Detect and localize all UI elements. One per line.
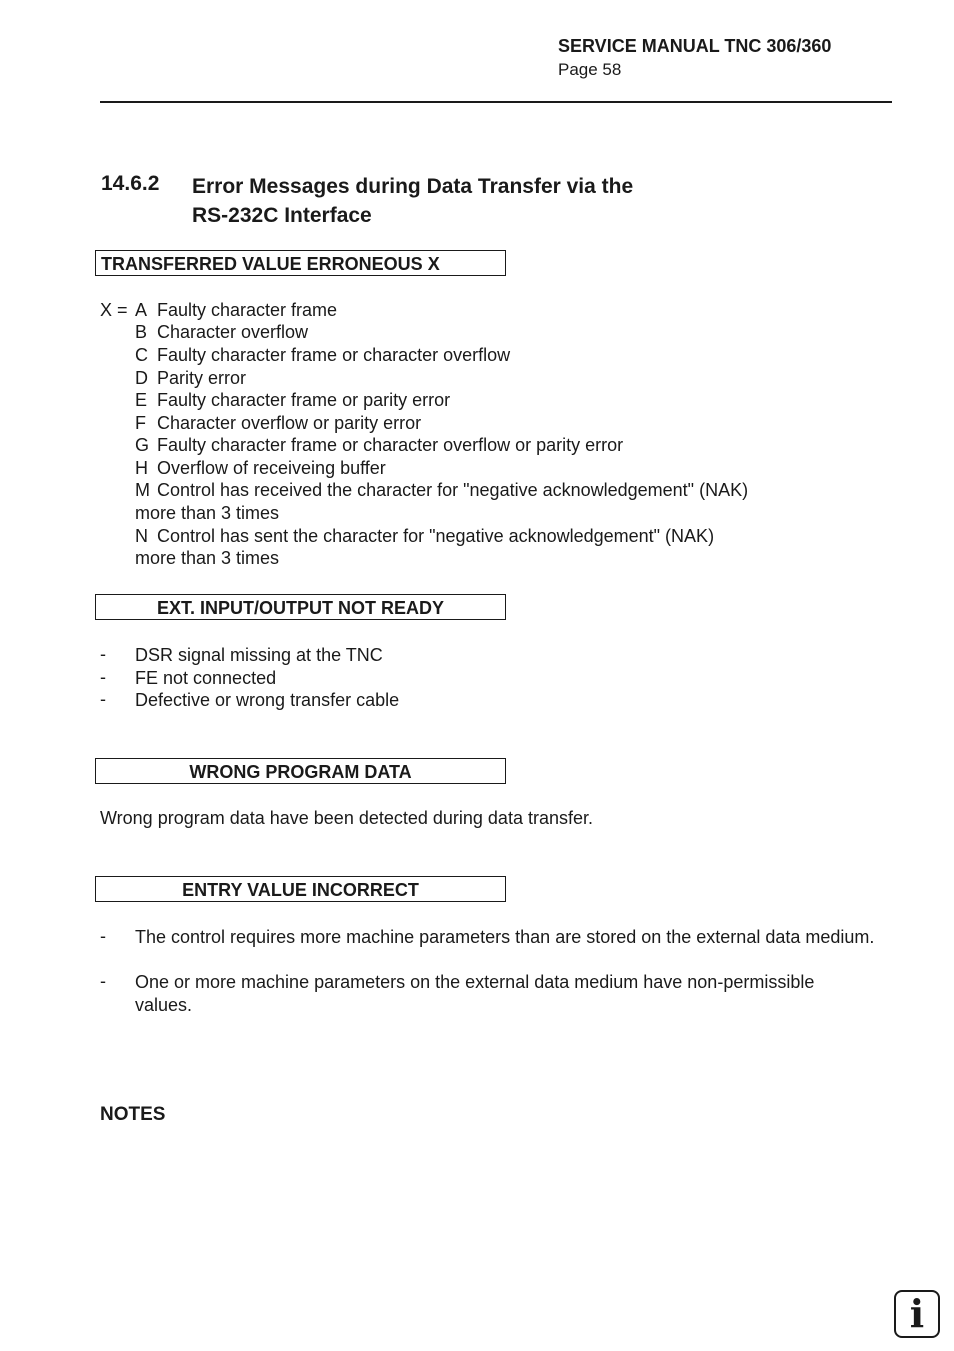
bullet-dash: -: [100, 667, 106, 687]
code-description: Faulty character frame or character overflow or parity error: [157, 435, 624, 455]
code-letter: B: [135, 322, 148, 342]
code-prefix: X =: [100, 300, 128, 320]
bullet-dash: -: [100, 644, 106, 664]
code-description: Control has sent the character for "negative acknowledgement" (NAK): [157, 526, 715, 546]
code-letter: H: [135, 458, 148, 478]
code-line-n-continuation: more than 3 times: [135, 548, 280, 568]
section-title: [192, 172, 633, 230]
section-number: 14.6.2: [101, 172, 160, 195]
code-description: Character overflow: [157, 322, 309, 342]
bullet-dash: -: [100, 689, 106, 709]
error-description: Wrong program data have been detected during data transfer.: [100, 808, 593, 828]
bullet-item: The control requires more machine parameters than are stored on the external data medium.: [135, 927, 875, 947]
code-letter: A: [135, 300, 148, 320]
code-description: Character overflow or parity error: [157, 413, 422, 433]
error-box-entry-value: ENTRY VALUE INCORRECT: [95, 876, 506, 902]
code-description: Faulty character frame or parity error: [157, 390, 451, 410]
code-letter: G: [135, 435, 150, 455]
bullet-item: DSR signal missing at the TNC: [135, 645, 383, 665]
code-description: Control has received the character for "negative acknowledgement" (NAK): [157, 480, 749, 500]
bullet-item: Defective or wrong transfer cable: [135, 690, 400, 710]
section-title-line-2: RS-232C Interface: [192, 204, 372, 227]
bullet-item: One or more machine parameters on the external data medium have non-permissible values.: [135, 972, 815, 1015]
code-letter: D: [135, 368, 148, 388]
bullet-dash: -: [100, 971, 106, 991]
info-icon: i: [894, 1290, 940, 1338]
code-letter: E: [135, 390, 148, 410]
section-title-line-1: Error Messages during Data Transfer via the: [192, 175, 634, 198]
bullet-dash: -: [100, 926, 106, 946]
code-letter: M: [135, 480, 150, 500]
code-description: Parity error: [157, 368, 247, 388]
code-letter: F: [135, 413, 146, 433]
error-box-wrong-program-data: WRONG PROGRAM DATA: [95, 758, 506, 784]
bullet-item: FE not connected: [135, 668, 277, 688]
header-rule: [100, 101, 892, 103]
page-number: Page 58: [558, 60, 622, 79]
error-box-transferred-value: TRANSFERRED VALUE ERRONEOUS X: [95, 250, 506, 276]
code-description: Faulty character frame or character overflow: [157, 345, 511, 365]
code-letter: N: [135, 526, 148, 546]
code-description: Overflow of receiveing buffer: [157, 458, 386, 478]
code-line-m-continuation: more than 3 times: [135, 503, 280, 523]
notes-heading: NOTES: [100, 1104, 166, 1125]
code-letter: C: [135, 345, 148, 365]
code-description: Faulty character frame: [157, 300, 338, 320]
header-title: SERVICE MANUAL TNC 306/360: [558, 36, 832, 56]
error-box-ext-io: EXT. INPUT/OUTPUT NOT READY: [95, 594, 506, 620]
